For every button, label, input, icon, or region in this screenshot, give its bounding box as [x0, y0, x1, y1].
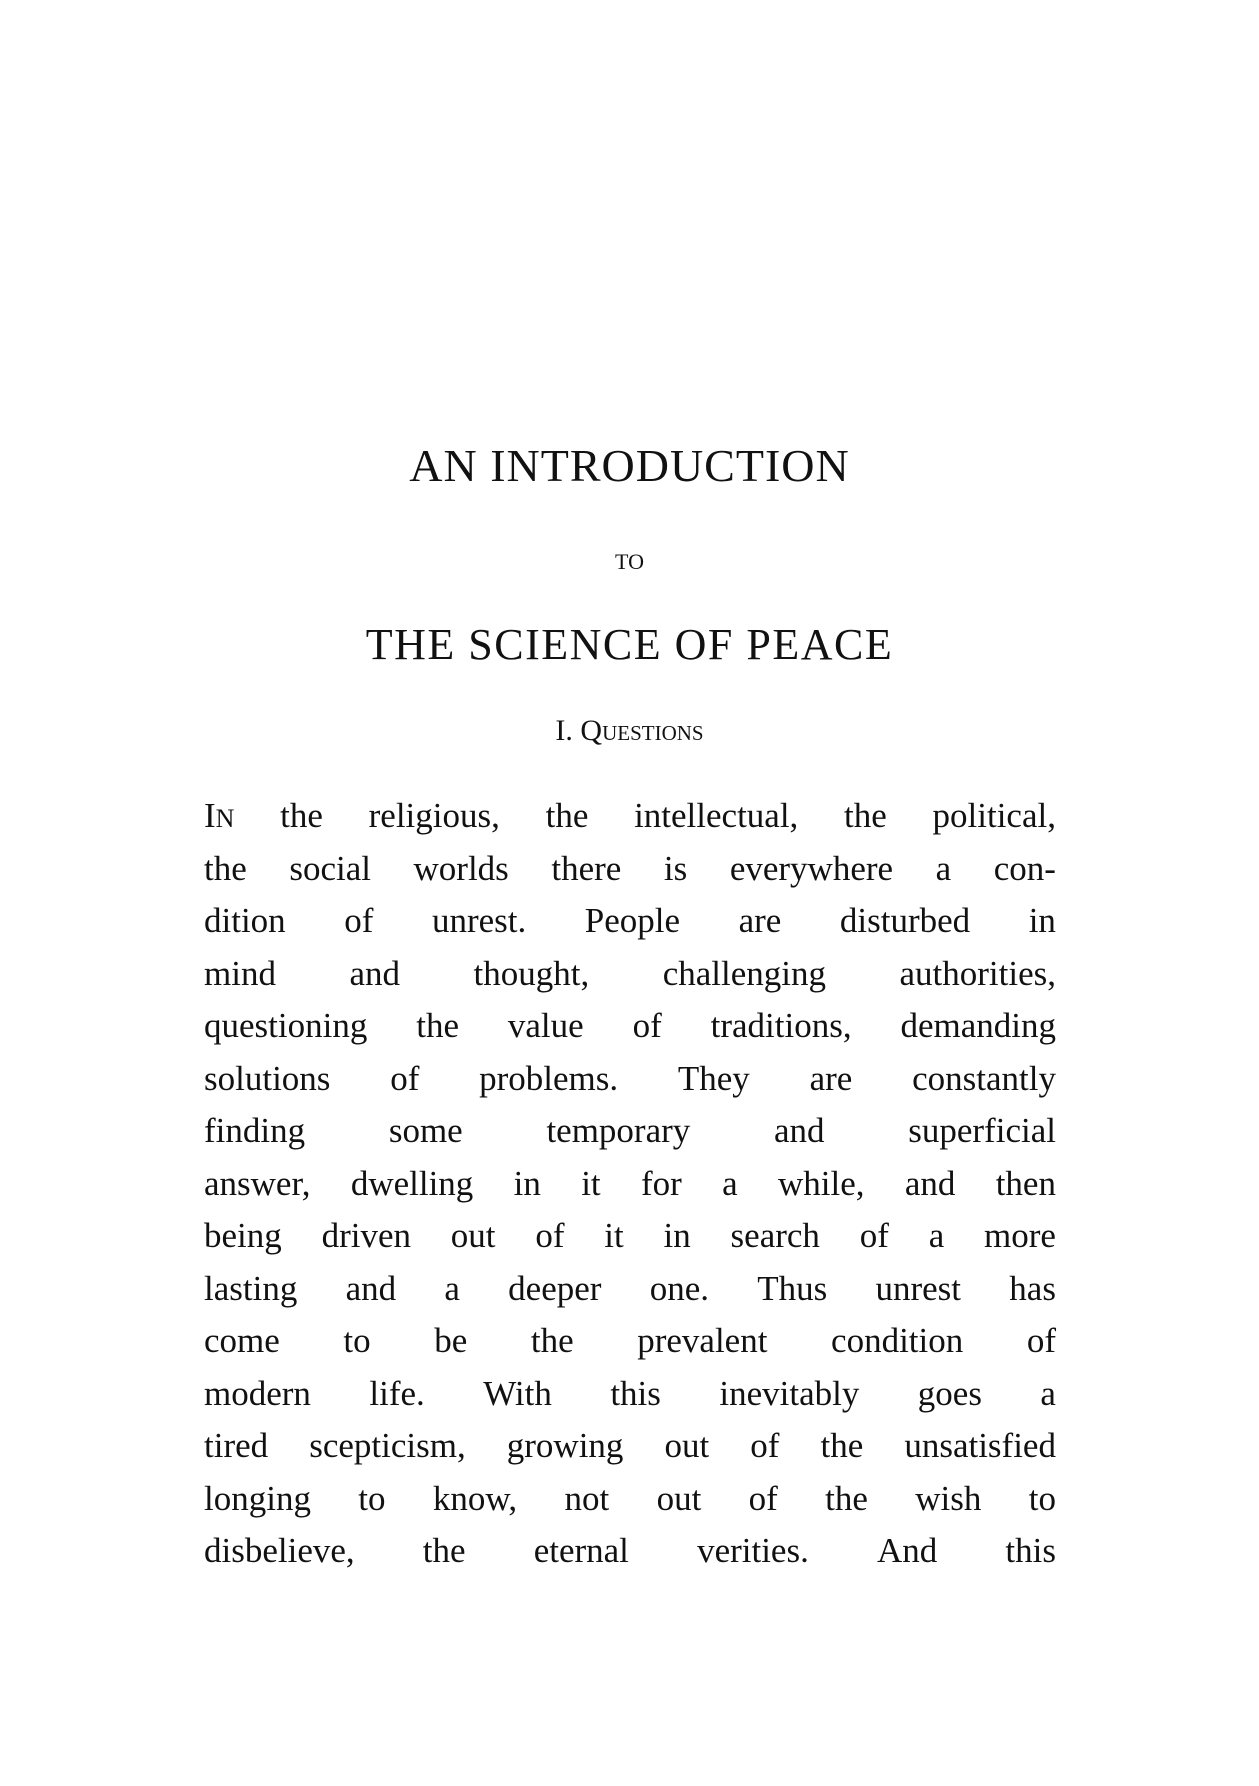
word: it [604, 1216, 624, 1255]
section-name: Questions [580, 714, 704, 747]
word: to [1028, 1478, 1056, 1518]
section-number: I. [555, 714, 573, 747]
word: in [663, 1216, 691, 1255]
word: out [450, 1216, 496, 1255]
text-line [204, 1525, 1056, 1578]
word: of [344, 901, 374, 940]
word: is [663, 848, 688, 888]
word: dition [204, 901, 286, 940]
word: to [358, 1478, 386, 1518]
word: lasting [204, 1268, 298, 1308]
word: of [748, 1478, 778, 1518]
word: prevalent [637, 1321, 768, 1360]
text-line [204, 1053, 1056, 1106]
word: a [928, 1216, 945, 1255]
word: solutions [204, 1058, 331, 1098]
word: driven [321, 1216, 411, 1255]
text-line [204, 1263, 1056, 1316]
word: authorities, [899, 953, 1056, 993]
word: social [289, 848, 371, 888]
word: finding [204, 1111, 306, 1150]
text-line [204, 1105, 1056, 1158]
word: value [507, 1006, 584, 1045]
word: the [820, 1426, 864, 1465]
word: wish [915, 1478, 982, 1518]
word: tired [204, 1426, 269, 1465]
word: answer, [204, 1163, 311, 1203]
text-line [204, 1473, 1056, 1526]
word: intellectual, [634, 796, 799, 835]
word: of [859, 1216, 889, 1255]
word: being [204, 1216, 282, 1255]
text-line [204, 948, 1056, 1001]
word: and [345, 1268, 397, 1308]
word: and [904, 1163, 956, 1203]
text-line [204, 1368, 1056, 1421]
word: disbelieve, [204, 1531, 355, 1570]
word: some [388, 1111, 463, 1150]
word: IN [204, 796, 235, 835]
body-paragraph [204, 790, 1056, 1578]
word: condition [831, 1321, 964, 1360]
word: traditions, [710, 1006, 852, 1045]
word: a [1040, 1373, 1056, 1413]
word: be [434, 1321, 468, 1360]
word: deeper [508, 1268, 602, 1308]
word: there [551, 848, 622, 888]
word: political, [932, 796, 1056, 835]
word: worlds [413, 848, 509, 888]
word: everywhere [729, 848, 894, 888]
word: con- [993, 848, 1056, 888]
word: not [564, 1478, 610, 1518]
word: has [1009, 1268, 1056, 1308]
word: are [809, 1058, 853, 1098]
word: out [656, 1478, 702, 1518]
word: of [750, 1426, 780, 1465]
word: mind [204, 953, 276, 993]
text-line [204, 1210, 1056, 1263]
word: the [545, 796, 589, 835]
word: search [730, 1216, 820, 1255]
word: and [773, 1111, 825, 1150]
page-subtitle: THE SCIENCE OF PEACE [365, 620, 894, 669]
word: temporary [546, 1111, 691, 1150]
word: inevitably [719, 1373, 860, 1413]
word: out [664, 1426, 710, 1465]
word: in [1028, 901, 1056, 940]
word: to [343, 1321, 371, 1360]
word: the [825, 1478, 868, 1518]
word: goes [917, 1373, 982, 1413]
text-line [204, 895, 1056, 948]
word: of [535, 1216, 565, 1255]
text-line [204, 790, 1056, 843]
text-line [204, 843, 1056, 896]
word: the [204, 848, 247, 888]
word: dwelling [350, 1163, 474, 1203]
text-line [204, 1158, 1056, 1211]
word: then [995, 1163, 1056, 1203]
word: know, [432, 1478, 518, 1518]
word: constantly [912, 1058, 1056, 1098]
word: a [444, 1268, 460, 1308]
word: for [640, 1163, 682, 1203]
word: a [935, 848, 952, 888]
word: the [844, 796, 887, 835]
word: superficial [908, 1111, 1056, 1150]
word: With [483, 1373, 552, 1413]
word: come [204, 1321, 280, 1360]
text-line [204, 1000, 1056, 1053]
title-connector: TO [615, 549, 644, 574]
word: And [876, 1531, 938, 1570]
word: life. [369, 1373, 425, 1413]
word: the [280, 796, 323, 835]
word: it [581, 1163, 601, 1203]
word: eternal [533, 1531, 629, 1570]
word: disturbed [839, 901, 971, 940]
word: of [632, 1006, 662, 1045]
word: questioning [204, 1006, 368, 1045]
word: longing [204, 1478, 311, 1518]
word: growing [506, 1426, 624, 1465]
word: Thus [757, 1268, 828, 1308]
word: modern [204, 1373, 311, 1413]
page-title: AN INTRODUCTION [409, 440, 850, 491]
word: verities. [697, 1531, 809, 1570]
word: People [584, 901, 681, 940]
word: unrest [875, 1268, 962, 1308]
word: more [984, 1216, 1056, 1255]
word: one. [649, 1268, 709, 1308]
word: the [530, 1321, 574, 1360]
word: and [349, 953, 400, 993]
word: unsatisfied [904, 1426, 1056, 1465]
word: They [677, 1058, 750, 1098]
word: in [513, 1163, 541, 1203]
word: the [416, 1006, 459, 1045]
word: unrest. [431, 901, 527, 940]
word: a [722, 1163, 738, 1203]
word: are [738, 901, 782, 940]
text-line [204, 1420, 1056, 1473]
word: challenging [662, 953, 826, 993]
word: while, [777, 1163, 865, 1203]
word: this [610, 1373, 661, 1413]
word: the [422, 1531, 466, 1570]
text-line [204, 1315, 1056, 1368]
word: problems. [479, 1058, 619, 1098]
word: this [1005, 1531, 1056, 1570]
word: religious, [368, 796, 500, 835]
word: thought, [473, 953, 590, 993]
word: scepticism, [309, 1426, 466, 1465]
word: of [390, 1058, 420, 1098]
word: demanding [900, 1006, 1056, 1045]
word: of [1026, 1321, 1056, 1360]
section-heading [0, 712, 1259, 750]
